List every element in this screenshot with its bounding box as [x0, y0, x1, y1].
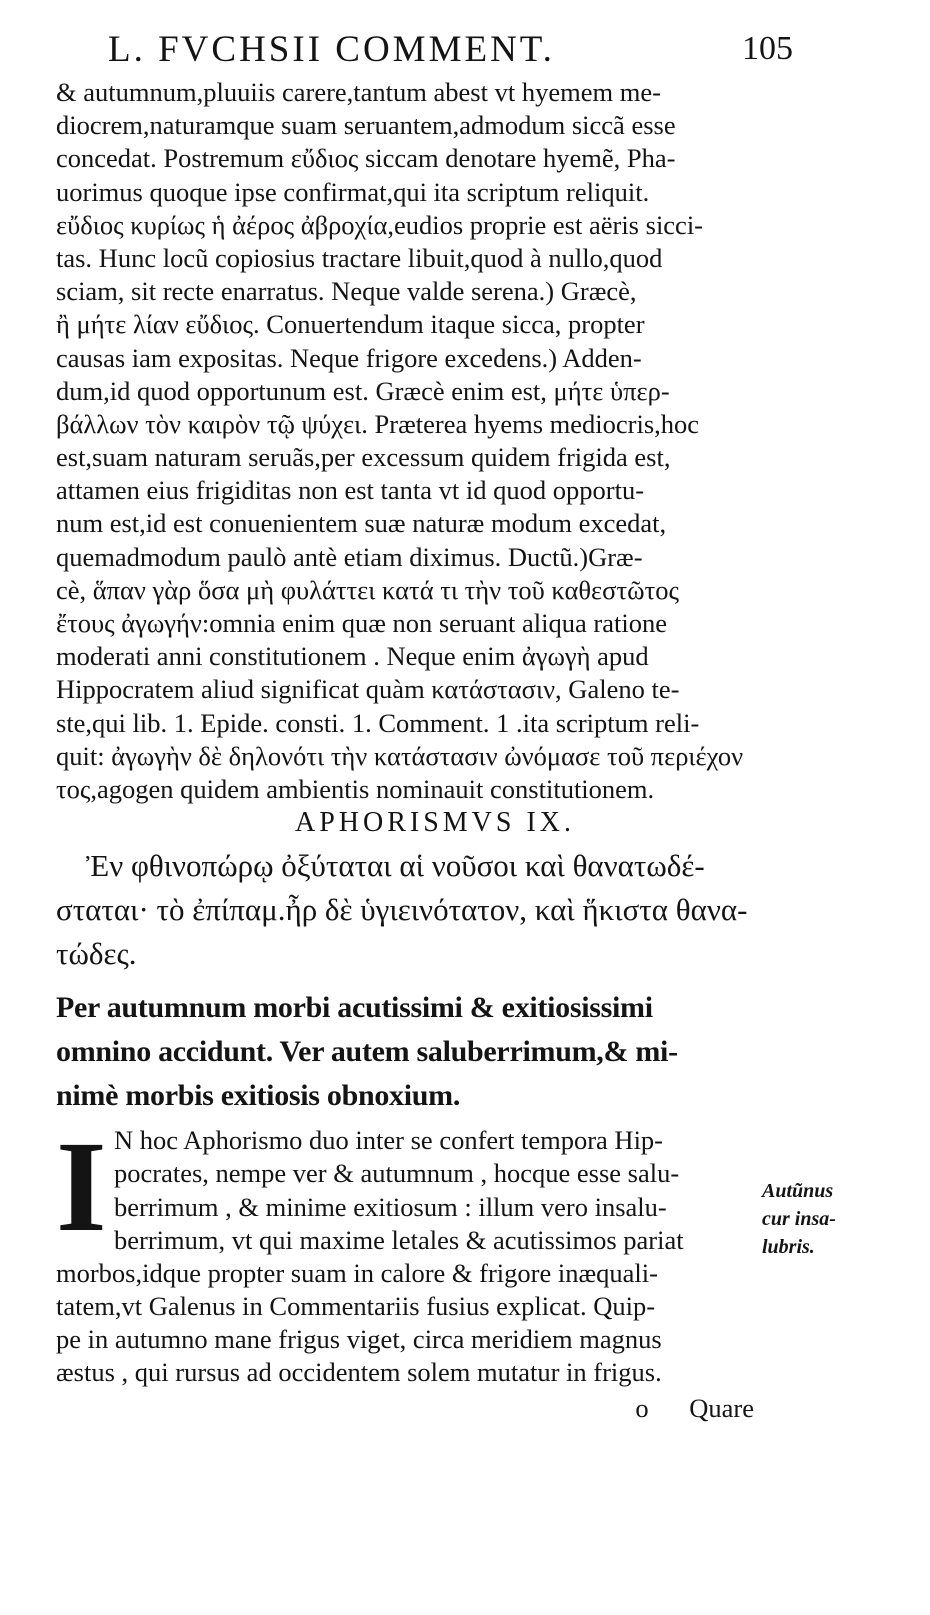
signature-mark: o	[635, 1392, 649, 1423]
text-line: berrimum, vt qui maxime letales & acutissimos pariat	[114, 1224, 684, 1255]
margin-note-line: lubris.	[762, 1236, 815, 1258]
text-line: pe in autumno mane frigus viget, circa meridiem magnus	[56, 1324, 662, 1355]
text-line: diocrem,naturamque suam seruantem,admodum siccã esse	[56, 110, 676, 141]
text-line: Hippocratem aliud significat quàm κατάστασιν, Galeno te-	[56, 674, 680, 705]
text-line: dum,id quod opportunum est. Græcè enim est, μήτε ὑπερ-	[56, 375, 670, 406]
aphorism-heading: APHORISMVS IX.	[294, 807, 576, 839]
text-line: est,suam naturam seruãs,per excessum quidem frigida est,	[56, 442, 671, 473]
text-line: N hoc Aphorismo duo inter se confert tempora Hip-	[114, 1125, 664, 1156]
text-line: τος,agogen quidem ambientis nominauit constitutionem.	[56, 773, 655, 804]
text-line: cè, ἅπαν γὰρ ὅσα μὴ φυλάττει κατά τι τὴν τοῦ καθεστῶτος	[56, 574, 679, 605]
greek-line: Ἐν φθινοπώρῳ ὀξύταται αἱ νοῦσοι καὶ θανατωδέ-	[86, 848, 705, 884]
margin-note-line: cur insa-	[762, 1208, 836, 1230]
text-line: ἔτους ἀγωγήν:omnia enim quæ non seruant aliqua ratione	[56, 608, 667, 638]
greek-aphorism	[56, 844, 774, 976]
text-line: tatem,vt Galenus in Commentariis fusius explicat. Quip-	[56, 1291, 656, 1322]
text-line: sciam, sit recte enarratus. Neque valde serena.) Græcè,	[56, 276, 637, 307]
margin-note	[762, 1177, 902, 1261]
text-line: & autumnum,pluuiis carere,tantum abest vt hyemem me-	[56, 77, 661, 107]
translation-line: nimè morbis exitiosis obnoxium.	[56, 1079, 461, 1113]
page-number: 105	[742, 30, 793, 67]
translation-line: Per autumnum morbi acutissimi & exitiosissimi	[56, 991, 653, 1025]
text-line: morbos,idque propter suam in calore & frigore inæquali-	[56, 1257, 658, 1288]
running-title: L. FVCHSII COMMENT.	[108, 29, 555, 70]
text-line: berrimum , & minime exitiosum : illum vero insalu-	[114, 1191, 667, 1222]
body-text	[56, 76, 774, 1425]
aphorism-commentary	[56, 1115, 774, 1390]
text-line: ste,qui lib. 1. Epide. consti. 1. Comment. 1 .ita scriptum reli-	[56, 707, 700, 738]
catchword: Quare	[689, 1392, 754, 1423]
text-line: βάλλων τὸν καιρὸν τῷ ψύχει. Præterea hyems mediocris,hoc	[56, 408, 700, 439]
catchline	[56, 1392, 774, 1425]
translation-line: omnino accidunt. Ver autem saluberrimum,& mi-	[56, 1035, 678, 1069]
greek-line: σταται· τὸ ἐπίπαμ.ἦρ δὲ ὑγιεινότατον, καὶ ἥκιστα θανα-	[56, 892, 748, 928]
text-line: ἢ μήτε λίαν εὔδιος. Conuertendum itaque sicca, propter	[56, 309, 645, 340]
text-line: æstus , qui rursus ad occidentem solem mutatur in frigus.	[56, 1357, 662, 1388]
text-line: concedat. Postremum εὔδιος siccam denotare hyemẽ, Pha-	[56, 143, 676, 174]
text-line: causas iam expositas. Neque frigore excedens.) Adden-	[56, 342, 642, 373]
text-line: moderati anni constitutionem . Neque enim ἀγωγὴ apud	[56, 641, 649, 672]
text-line: tas. Hunc locũ copiosius tractare libuit,quod à nullo,quod	[56, 242, 663, 273]
latin-translation	[56, 986, 774, 1118]
drop-cap: I	[56, 1115, 107, 1260]
text-line: uorimus quoque ipse confirmat,qui ita scriptum reliquit.	[56, 176, 650, 207]
text-line: num est,id est conuenientem suæ naturæ modum excedat,	[56, 508, 667, 539]
page-header	[0, 28, 930, 68]
commentary-continued	[56, 76, 774, 806]
text-line: εὔδιος κυρίως ἡ ἀέρος ἀβροχία,eudios proprie est aëris sicci-	[56, 209, 704, 240]
greek-line: τώδες.	[56, 936, 137, 972]
text-line: pocrates, nempe ver & autumnum , hocque esse salu-	[114, 1158, 680, 1189]
margin-note-line: Autũnus	[762, 1180, 834, 1202]
text-line: attamen eius frigiditas non est tanta vt id quod opportu-	[56, 475, 645, 506]
text-line: quit: ἀγωγὴν δὲ δηλονότι τὴν κατάστασιν ὠνόμασε τοῦ περιέχον	[56, 740, 744, 771]
text-line: quemadmodum paulò antè etiam diximus. Ductũ.)Græ-	[56, 541, 643, 572]
